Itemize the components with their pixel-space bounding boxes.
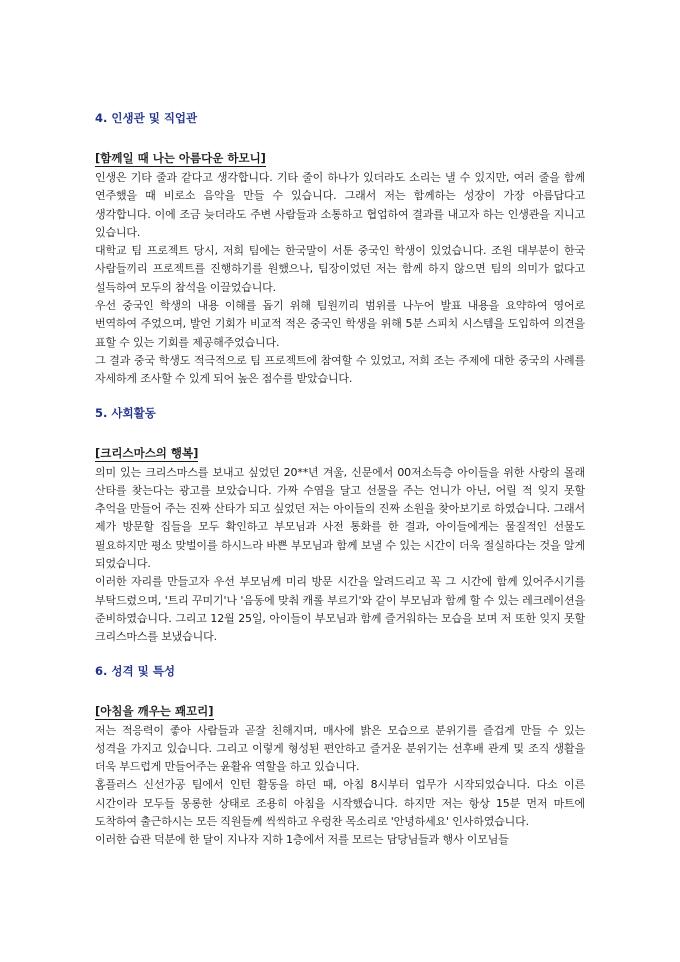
section-heading-social-activity: 5. 사회활동 bbox=[95, 405, 156, 420]
paragraph: 우선 중국인 학생의 내용 이해를 돕기 위해 팀원끼리 범위를 나누어 발표 내용을 요약하여 영어로 번역하여 주었으며, 발언 기회가 비교적 적은 중국인 학생을 위해 5분 스피치 시스템을 도입하여 의견을 표할 수 있는 기회를 제공해주었습니다. bbox=[95, 299, 585, 349]
paragraph: 저는 적응력이 좋아 사람들과 곧잘 친해지며, 매사에 밝은 모습으로 분위기를 즐겁게 만들 수 있는 성격을 가지고 있습니다. 그리고 이렇게 형성된 편안하고 즐거운 분위기는 선후배 관계 및 조직 생활을 더욱 부드럽게 만들어주는 윤활유 역할을 하고 있습니다. bbox=[95, 723, 585, 774]
paragraph: 인생은 기타 줄과 같다고 생각합니다. 기타 줄이 하나가 있더라도 소리는 낼 수 있지만, 여러 줄을 함께 연주했을 때 비로소 음악을 만들 수 있습니다. 그래서 저는 함께하는 성장이 가장 아름답다고 생각합니다. 이에 조금 늦더라도 주변 사람들과 소통하고 협업하여 결과를 내고자 하는 인생관을 지니고 있습니다. bbox=[95, 171, 585, 239]
paragraph: 이러한 자리를 만들고자 우선 부모님께 미리 방문 시간을 알려드리고 꼭 그 시간에 함께 있어주시기를 부탁드렸으며, '트리 꾸미기'나 '음동에 맞춰 캐롤 부르기'와 같이 부모님과 함께 할 수 있는 레크레이션을 준비하였습니다. 그리고 12월 25일, 아이들이 부모님과 함께 즐거워하는 모습을 보며 저 또한 잊지 못할 크리스마스를 보냈습니다. bbox=[95, 575, 585, 644]
section-heading-personality: 6. 성격 및 특성 bbox=[95, 663, 175, 678]
paragraph: 홈플러스 신선가공 팀에서 인턴 활동을 하던 때, 아침 8시부터 업무가 시작되었습니다. 다소 이른 시간이라 모두들 몽롱한 상태로 조용히 아침을 시작했습니다. 하지만 저는 항상 15분 먼저 마트에 도착하여 출근하시는 모든 직원들께 씩씩하고 우렁찬 목소리로 '안녕하세요' 인사하였습니다. bbox=[95, 778, 585, 829]
paragraph: 의미 있는 크리스마스를 보내고 싶었던 20**년 겨울, 신문에서 00저소득층 아이들을 위한 사랑의 몰래 산타를 찾는다는 광고를 보았습니다. 가짜 수염을 달고 선물을 주는 언니가 아닌, 어릴 적 잊지 못할 추억을 만들어 주는 진짜 산타가 되고 싶었던 저는 아이들의 진짜 소원을 찾아보기로 하였습니다. 그래서 제가 방문할 집들을 모두 확인하고 부모님과 사전 통화를 한 결과, 아이들에게는 물질적인 선물도 필요하지만 평소 맞벌이를 하시느라 바쁜 부모님과 함께 보낼 수 있는 시간이 더욱 절실하다는 것을 알게 되었습니다. bbox=[95, 465, 585, 571]
subheading-christmas: [크리스마스의 행복] bbox=[95, 445, 199, 460]
subheading-morning-bird: [아침을 깨우는 꽤꼬리] bbox=[95, 703, 214, 718]
section-heading-life-career-view: 4. 인생관 및 직업관 bbox=[95, 111, 198, 125]
paragraph: 그 결과 중국 학생도 적극적으로 팀 프로젝트에 참여할 수 있었고, 저희 조는 주제에 대한 중국의 사례를 자세하게 조사할 수 있게 되어 높은 점수를 받았습니다. bbox=[95, 353, 585, 386]
paragraph: 대학교 팀 프로젝트 당시, 저희 팀에는 한국말이 서툰 중국인 학생이 있었습니다. 조원 대부분이 한국 사람들끼리 프로젝트를 진행하기를 원했으나, 팀장이었던 저는 함께 하지 않으면 팀의 의미가 없다고 설득하여 모두의 참석을 이끌었습니다. bbox=[95, 244, 585, 294]
document-body bbox=[95, 110, 585, 850]
paragraph: 이러한 습관 덕분에 한 달이 지나자 지하 1층에서 저를 모르는 담당님들과 행사 이모님들 bbox=[95, 833, 509, 847]
subheading-harmony: [함께일 때 나는 아름다운 하모니] bbox=[95, 151, 266, 165]
